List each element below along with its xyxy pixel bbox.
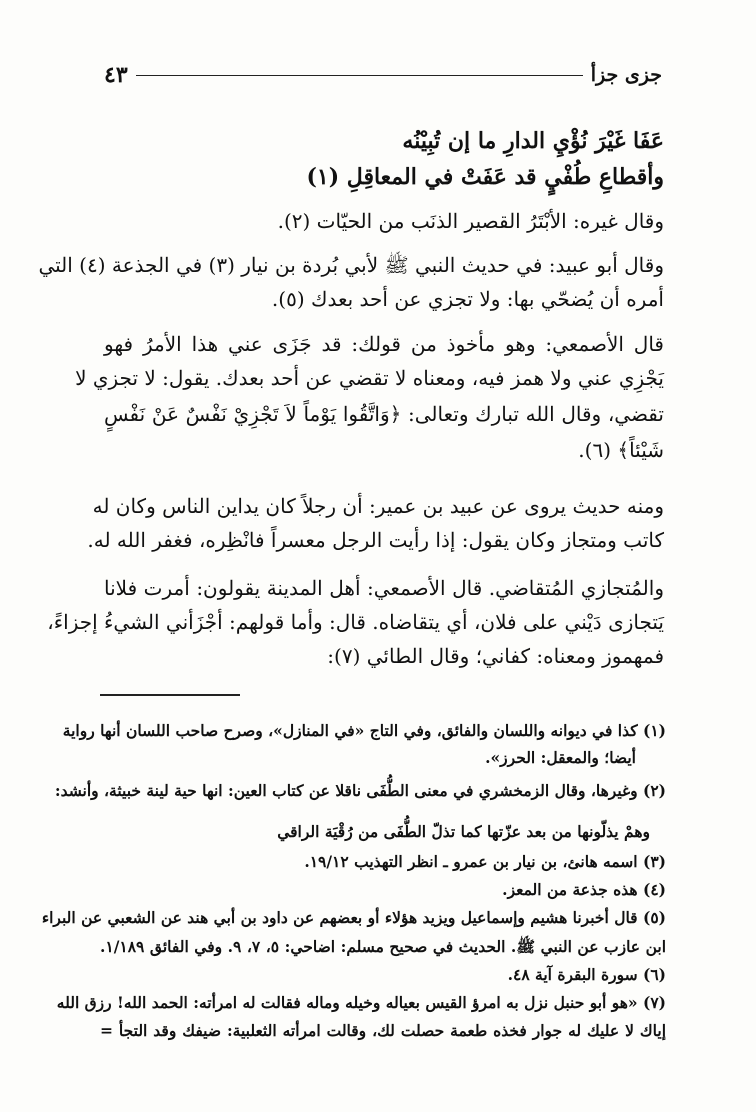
paragraph-4-line-2: كاتب ومتجاز وكان يقول: إذا رأيت الرجل معسراً فانْظِره، فغفر الله له. [87,528,664,552]
footnote-3: (٣) اسمه هانئ، بن نيار بن عمرو ـ انظر التهذيب ١٩/١٢. [304,852,666,871]
footnote-2-verse: وهمْ يذلّونها من بعد عزّتها كما تذلّ الطُّفَى من رُقْيَة الراقي [277,822,650,841]
footnote-5-line-1: (٥) قال أخبرنا هشيم وإسماعيل ويزيد هؤلاء أو بعضهم عن داود بن أبي هند عن الشعبي عن البراء [41,908,666,927]
footnote-5-line-2: ابن عازب عن النبي ﷺ. الحديث في صحيح مسلم: اضاحي: ٥، ٧، ٩. وفي الفائق ١/١٨٩. [100,937,666,956]
paragraph-4-line-1: ومنه حديث يروى عن عبيد بن عمير: أن رجلاً كان يداين الناس وكان له [92,494,664,518]
footnote-1-line-2: أيضا؛ والمعقل: الحرز». [485,748,636,767]
paragraph-3-line-4: شَيْئاً﴾ (٦). [578,438,664,462]
paragraph-2-line-2: أمره أن يُضحّي بها: ولا تجزي عن أحد بعدك (٥). [271,287,664,311]
page-number: ٤٣ [104,62,128,88]
footnote-7-line-1: (٧) «هو أبو حنبل نزل به امرؤ القيس بعياله وخيله وماله فقالت له امرأته: الحمد الله! رزق الله [56,993,666,1012]
paragraph-3-line-3: تقضي، وقال الله تبارك وتعالى: ﴿وَاتَّقُوا يَوْماً لاَ تَجْزِيْ نَفْسٌ عَنْ نَفْسٍ [104,402,664,426]
paragraph-3-line-2: يَجْزِي عني ولا همز فيه، ومعناه لا تقضي عن أحد بعدك. يقول: لا تجزي لا [75,366,664,390]
paragraph-5-line-2: يَتجازى دَيْني على فلان، أي يتقاضاه. قال: وأما قولهم: أجْزَأني الشيءُ إجزاءً، [47,610,664,634]
paragraph-3-line-1: قال الأصمعي: وهو مأخوذ من قولك: قد جَزَى عني هذا الأمرُ فهو [104,332,664,356]
footnote-7-line-2: إياك لا عليك له جوار فخذه طعمة حصلت لك، وقالت امرأته الثعلبية: ضيفك وقد التجأ = [100,1021,666,1040]
paragraph-5-line-1: والمُتجازي المُتقاضي. قال الأصمعي: أهل المدينة يقولون: أمرت فلانا [104,576,664,600]
paragraph-1: وقال غيره: الأبْتَرُ القصير الذنَب من الحيّات (٢). [277,209,664,233]
footnote-6: (٦) سورة البقرة آية ٤٨. [507,965,666,984]
paragraph-2-line-1: وقال أبو عبيد: في حديث النبي ﷺ لأبي بُردة بن نيار (٣) في الجذعة (٤) التي [38,253,664,277]
footnote-1-line-1: (١) كذا في ديوانه واللسان والفائق، وفي التاج «في المنازل»، وصرح صاحب اللسان أنها رواية [62,721,666,740]
footnote-4: (٤) هذه جذعة من المعز. [502,880,666,899]
header-title: جزى جزأ [590,64,662,86]
footnote-2-line-1: (٢) وغيرها، وقال الزمخشري في معنى الطُّفَى ناقلا عن كتاب العين: انها حية لينة خبيثة، وأنشد: [54,781,666,800]
paragraph-5-line-3: فمهموز ومعناه: كفاني؛ وقال الطائي (٧): [327,644,664,668]
header-rule [136,75,583,76]
poem-line-1: عَفَا غَيْرَ نُؤْيِ الدارِ ما إن تُبِيْنُه [402,128,664,154]
running-header [104,58,662,92]
footnote-separator [100,694,240,696]
poem-line-2: وأقطاعِ طُفْيٍ قد عَفَتْ في المعاقِلِ (١) [306,164,664,190]
